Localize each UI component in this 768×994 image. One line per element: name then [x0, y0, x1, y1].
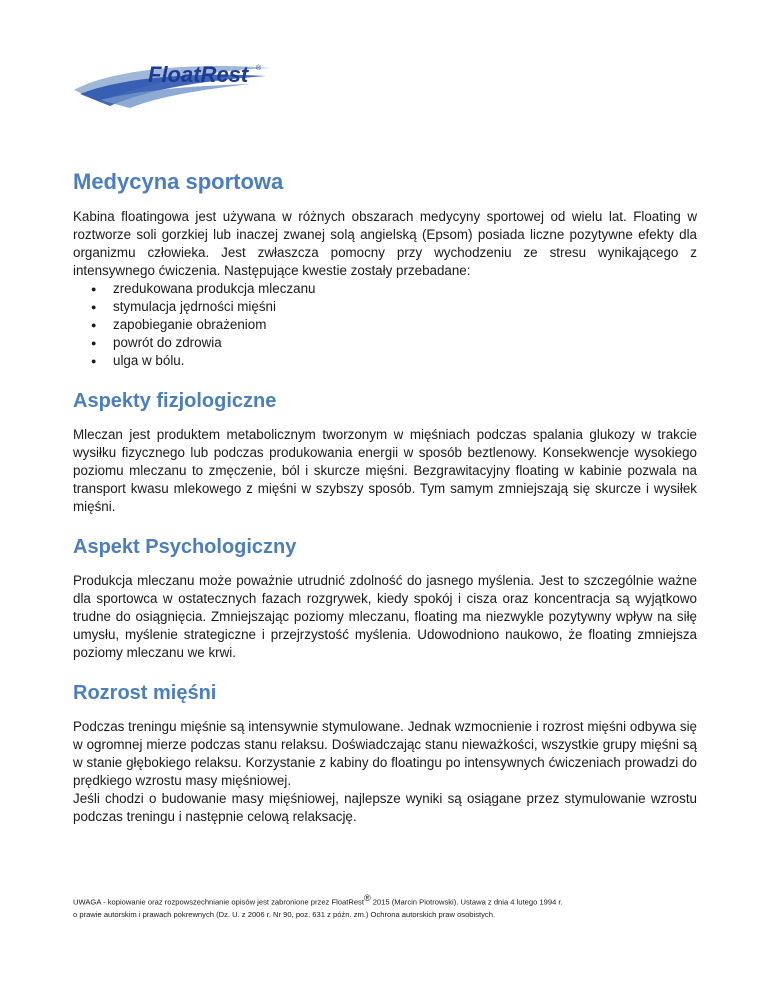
floatrest-logo-graphic [70, 50, 275, 110]
list-item: ● zredukowana produkcja mleczanu [113, 280, 697, 298]
footer-line-2: o prawie autorskim i prawach pokrewnych (Dz. U. z 2006 r. Nr 90, poz. 631 z późn. zm.) Ochrona autorskich praw osobistych. [73, 909, 496, 919]
list-item: ● ulga w bólu. [113, 352, 697, 370]
section-paragraph: Produkcja mleczanu może poważnie utrudnić zdolność do jasnego myślenia. Jest to szczególnie ważne dla sportowca w ostatecznych fazach rozgrywek, kiedy spokój i cisza oraz koncentracja są wyjątkowo trudne do osiągnięcia. Zmniejszając poziomy mleczanu, floating ma niezwykle pozytywny wpływ na siłę umysłu, myślenie strategiczne i przejrzystość myślenia. Udowodniono naukowo, że floating zmniejsza poziomy mleczanu we krwi. [73, 573, 697, 661]
document-body [73, 170, 697, 826]
bullet-list [73, 280, 697, 370]
section-paragraph: Podczas treningu mięśnie są intensywnie stymulowane. Jednak wzmocnienie i rozrost mięśni odbywa się w ogromnej mierze podczas stanu relaksu. Doświadczając stanu nieważkości, wszystkie grupy mięśni są w stanie głębokiego relaksu. Korzystanie z kabiny do floatingu po intensywnych ćwiczeniach prowadzi do prędkiego wzrostu masy mięśniowej. [73, 719, 697, 789]
footer-registered-mark: ® [363, 893, 371, 903]
footer-text-end: 2015 (Marcin Piotrowski). Ustawa z dnia 4 lutego 1994 r. [370, 897, 563, 907]
section-title-medycyna-sportowa: Medycyna sportowa [73, 169, 284, 194]
copyright-footer [73, 892, 705, 921]
list-item: ● zapobieganie obrażeniom [113, 316, 697, 334]
floatrest-logo [70, 50, 275, 110]
logo-registered-mark: ® [256, 65, 262, 72]
logo-brand-text: FloatRest [148, 62, 249, 87]
section-paragraph: Mleczan jest produktem metabolicznym tworzonym w mięśniach podczas spalania glukozy w trakcie wysiłku fizycznego lub podczas produkowania energii w sposób beztlenowy. Konsekwencje wysokiego poziomu mleczanu to zmęczenie, ból i skurcze mięśni. Bezgrawitacyjny floating w kabinie pozwala na transport kwasu mlekowego z mięśni w szybszy sposób. Tym samym zmniejszają się skurcze i wysiłek mięśni. [73, 427, 697, 515]
list-item: ● stymulacja jędrności mięśni [113, 298, 697, 316]
section-title-aspekt-psychologiczny: Aspekt Psychologiczny [73, 536, 297, 559]
footer-text-start: UWAGA - kopiowanie oraz rozpowszechnianie opisów jest zabronione przez FloatRest [73, 897, 364, 907]
section-title-rozrost-miesni: Rozrost mięśni [73, 682, 217, 705]
list-item: ● powrót do zdrowia [113, 334, 697, 352]
section-paragraph: Kabina floatingowa jest używana w różnych obszarach medycyny sportowej od wielu lat. Floating w roztworze soli gorzkiej lub inaczej zwanej solą angielską (Epsom) posiada liczne pozytywne efekty dla organizmu człowieka. Jest zwłaszcza pomocny przy wychodzeniu ze stresu wynikającego z intensywnego ćwiczenia. Następujące kwestie zostały przebadane: [73, 209, 697, 279]
footer-line-1 [73, 892, 705, 909]
section-title-aspekty-fizjologiczne: Aspekty fizjologiczne [73, 390, 277, 413]
section-paragraph: Jeśli chodzi o budowanie masy mięśniowej, najlepsze wyniki są osiągane przez stymulowanie wzrostu podczas treningu i następnie celową relaksację. [73, 791, 697, 825]
